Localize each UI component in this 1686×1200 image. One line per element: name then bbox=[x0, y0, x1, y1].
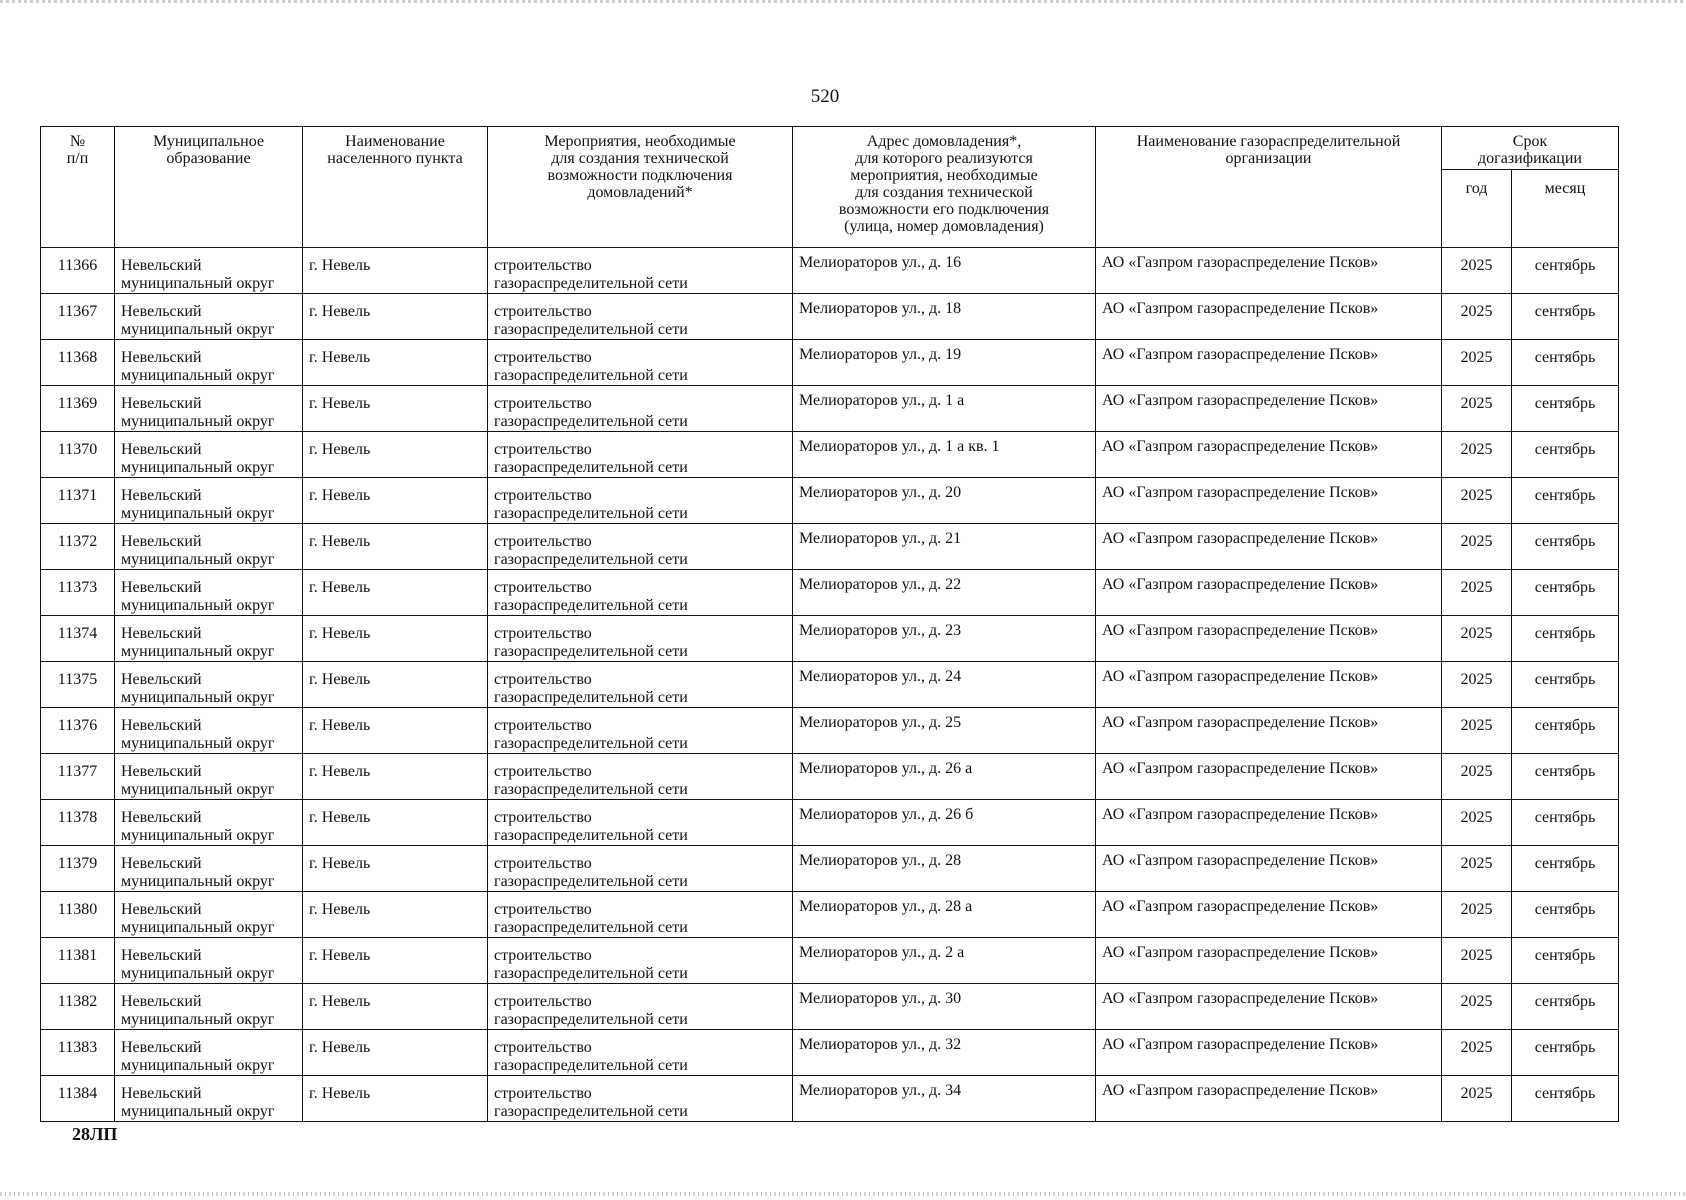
row-settlement: г. Невель bbox=[303, 294, 488, 340]
row-year: 2025 bbox=[1442, 570, 1512, 616]
row-address: Мелиораторов ул., д. 32 bbox=[793, 1030, 1096, 1076]
row-year: 2025 bbox=[1442, 1076, 1512, 1122]
row-number: 11371 bbox=[41, 478, 115, 524]
header-year: год bbox=[1442, 170, 1512, 248]
row-address: Мелиораторов ул., д. 26 б bbox=[793, 800, 1096, 846]
row-measure: строительство газораспределительной сети bbox=[488, 340, 793, 386]
row-year: 2025 bbox=[1442, 524, 1512, 570]
row-organization: АО «Газпром газораспределение Псков» bbox=[1096, 984, 1442, 1030]
row-municipality: Невельский муниципальный округ bbox=[115, 800, 303, 846]
row-measure: строительство газораспределительной сети bbox=[488, 570, 793, 616]
row-month: сентябрь bbox=[1512, 478, 1619, 524]
header-measures: Мероприятия, необходимые для создания технической возможности подключения домовладений* bbox=[488, 127, 793, 248]
row-number: 11370 bbox=[41, 432, 115, 478]
row-measure: строительство газораспределительной сети bbox=[488, 432, 793, 478]
table-row bbox=[41, 478, 1619, 524]
row-address: Мелиораторов ул., д. 28 а bbox=[793, 892, 1096, 938]
row-month: сентябрь bbox=[1512, 938, 1619, 984]
table-row bbox=[41, 616, 1619, 662]
row-organization: АО «Газпром газораспределение Псков» bbox=[1096, 616, 1442, 662]
row-settlement: г. Невель bbox=[303, 938, 488, 984]
row-year: 2025 bbox=[1442, 386, 1512, 432]
row-organization: АО «Газпром газораспределение Псков» bbox=[1096, 1076, 1442, 1122]
row-number: 11376 bbox=[41, 708, 115, 754]
row-settlement: г. Невель bbox=[303, 570, 488, 616]
row-municipality: Невельский муниципальный округ bbox=[115, 984, 303, 1030]
row-year: 2025 bbox=[1442, 1030, 1512, 1076]
table-row bbox=[41, 294, 1619, 340]
row-year: 2025 bbox=[1442, 294, 1512, 340]
table-row bbox=[41, 662, 1619, 708]
row-settlement: г. Невель bbox=[303, 754, 488, 800]
row-month: сентябрь bbox=[1512, 248, 1619, 294]
row-year: 2025 bbox=[1442, 846, 1512, 892]
row-month: сентябрь bbox=[1512, 294, 1619, 340]
row-address: Мелиораторов ул., д. 21 bbox=[793, 524, 1096, 570]
row-year: 2025 bbox=[1442, 938, 1512, 984]
row-month: сентябрь bbox=[1512, 754, 1619, 800]
row-organization: АО «Газпром газораспределение Псков» bbox=[1096, 248, 1442, 294]
row-month: сентябрь bbox=[1512, 616, 1619, 662]
row-municipality: Невельский муниципальный округ bbox=[115, 1030, 303, 1076]
table-row bbox=[41, 340, 1619, 386]
row-address: Мелиораторов ул., д. 22 bbox=[793, 570, 1096, 616]
row-measure: строительство газораспределительной сети bbox=[488, 708, 793, 754]
row-address: Мелиораторов ул., д. 26 а bbox=[793, 754, 1096, 800]
row-year: 2025 bbox=[1442, 662, 1512, 708]
table-row bbox=[41, 984, 1619, 1030]
row-municipality: Невельский муниципальный округ bbox=[115, 662, 303, 708]
row-organization: АО «Газпром газораспределение Псков» bbox=[1096, 432, 1442, 478]
table-body bbox=[41, 248, 1619, 1122]
row-measure: строительство газораспределительной сети bbox=[488, 1076, 793, 1122]
row-organization: АО «Газпром газораспределение Псков» bbox=[1096, 892, 1442, 938]
row-municipality: Невельский муниципальный округ bbox=[115, 754, 303, 800]
row-municipality: Невельский муниципальный округ bbox=[115, 938, 303, 984]
header-municipality: Муниципальное образование bbox=[115, 127, 303, 248]
row-year: 2025 bbox=[1442, 248, 1512, 294]
row-municipality: Невельский муниципальный округ bbox=[115, 570, 303, 616]
row-address: Мелиораторов ул., д. 1 а bbox=[793, 386, 1096, 432]
row-municipality: Невельский муниципальный округ bbox=[115, 616, 303, 662]
table-row bbox=[41, 386, 1619, 432]
row-month: сентябрь bbox=[1512, 662, 1619, 708]
row-month: сентябрь bbox=[1512, 984, 1619, 1030]
row-year: 2025 bbox=[1442, 892, 1512, 938]
sheet-code: 28ЛП bbox=[72, 1124, 118, 1144]
row-measure: строительство газораспределительной сети bbox=[488, 754, 793, 800]
row-measure: строительство газораспределительной сети bbox=[488, 478, 793, 524]
row-year: 2025 bbox=[1442, 754, 1512, 800]
row-settlement: г. Невель bbox=[303, 1030, 488, 1076]
row-measure: строительство газораспределительной сети bbox=[488, 938, 793, 984]
row-year: 2025 bbox=[1442, 800, 1512, 846]
gasification-table bbox=[40, 126, 1619, 1122]
header-address: Адрес домовладения*, для которого реализуются мероприятия, необходимые для создания технической возможности его подключения (улица, номер домовладения) bbox=[793, 127, 1096, 248]
row-organization: АО «Газпром газораспределение Псков» bbox=[1096, 478, 1442, 524]
row-number: 11377 bbox=[41, 754, 115, 800]
row-settlement: г. Невель bbox=[303, 800, 488, 846]
header-settlement: Наименование населенного пункта bbox=[303, 127, 488, 248]
row-address: Мелиораторов ул., д. 23 bbox=[793, 616, 1096, 662]
row-number: 11382 bbox=[41, 984, 115, 1030]
row-measure: строительство газораспределительной сети bbox=[488, 984, 793, 1030]
row-number: 11384 bbox=[41, 1076, 115, 1122]
row-year: 2025 bbox=[1442, 340, 1512, 386]
row-measure: строительство газораспределительной сети bbox=[488, 1030, 793, 1076]
table-row bbox=[41, 524, 1619, 570]
row-number: 11375 bbox=[41, 662, 115, 708]
header-deadline: Срок догазификации bbox=[1442, 127, 1619, 170]
row-address: Мелиораторов ул., д. 30 bbox=[793, 984, 1096, 1030]
row-address: Мелиораторов ул., д. 1 а кв. 1 bbox=[793, 432, 1096, 478]
row-organization: АО «Газпром газораспределение Псков» bbox=[1096, 386, 1442, 432]
row-municipality: Невельский муниципальный округ bbox=[115, 846, 303, 892]
row-municipality: Невельский муниципальный округ bbox=[115, 248, 303, 294]
row-number: 11380 bbox=[41, 892, 115, 938]
row-municipality: Невельский муниципальный округ bbox=[115, 524, 303, 570]
row-settlement: г. Невель bbox=[303, 984, 488, 1030]
row-settlement: г. Невель bbox=[303, 340, 488, 386]
row-address: Мелиораторов ул., д. 20 bbox=[793, 478, 1096, 524]
row-address: Мелиораторов ул., д. 19 bbox=[793, 340, 1096, 386]
row-municipality: Невельский муниципальный округ bbox=[115, 432, 303, 478]
row-year: 2025 bbox=[1442, 478, 1512, 524]
row-settlement: г. Невель bbox=[303, 846, 488, 892]
row-number: 11381 bbox=[41, 938, 115, 984]
row-municipality: Невельский муниципальный округ bbox=[115, 708, 303, 754]
row-municipality: Невельский муниципальный округ bbox=[115, 892, 303, 938]
row-settlement: г. Невель bbox=[303, 662, 488, 708]
row-organization: АО «Газпром газораспределение Псков» bbox=[1096, 938, 1442, 984]
row-settlement: г. Невель bbox=[303, 708, 488, 754]
row-municipality: Невельский муниципальный округ bbox=[115, 1076, 303, 1122]
scan-edge-bottom bbox=[0, 1192, 1686, 1196]
row-organization: АО «Газпром газораспределение Псков» bbox=[1096, 570, 1442, 616]
row-measure: строительство газораспределительной сети bbox=[488, 248, 793, 294]
scan-edge-top bbox=[0, 0, 1686, 3]
row-year: 2025 bbox=[1442, 616, 1512, 662]
row-address: Мелиораторов ул., д. 25 bbox=[793, 708, 1096, 754]
row-month: сентябрь bbox=[1512, 524, 1619, 570]
row-month: сентябрь bbox=[1512, 708, 1619, 754]
row-municipality: Невельский муниципальный округ bbox=[115, 340, 303, 386]
table-row bbox=[41, 570, 1619, 616]
row-number: 11372 bbox=[41, 524, 115, 570]
row-measure: строительство газораспределительной сети bbox=[488, 616, 793, 662]
row-address: Мелиораторов ул., д. 16 bbox=[793, 248, 1096, 294]
table-row bbox=[41, 800, 1619, 846]
row-settlement: г. Невель bbox=[303, 892, 488, 938]
row-month: сентябрь bbox=[1512, 386, 1619, 432]
row-number: 11367 bbox=[41, 294, 115, 340]
row-measure: строительство газораспределительной сети bbox=[488, 800, 793, 846]
row-settlement: г. Невель bbox=[303, 1076, 488, 1122]
row-month: сентябрь bbox=[1512, 340, 1619, 386]
row-month: сентябрь bbox=[1512, 846, 1619, 892]
row-address: Мелиораторов ул., д. 2 а bbox=[793, 938, 1096, 984]
row-measure: строительство газораспределительной сети bbox=[488, 892, 793, 938]
table-row bbox=[41, 1076, 1619, 1122]
row-month: сентябрь bbox=[1512, 1030, 1619, 1076]
row-organization: АО «Газпром газораспределение Псков» bbox=[1096, 340, 1442, 386]
row-organization: АО «Газпром газораспределение Псков» bbox=[1096, 1030, 1442, 1076]
row-measure: строительство газораспределительной сети bbox=[488, 386, 793, 432]
row-measure: строительство газораспределительной сети bbox=[488, 524, 793, 570]
header-num: № п/п bbox=[41, 127, 115, 248]
row-measure: строительство газораспределительной сети bbox=[488, 846, 793, 892]
row-number: 11379 bbox=[41, 846, 115, 892]
table-row bbox=[41, 432, 1619, 478]
row-address: Мелиораторов ул., д. 28 bbox=[793, 846, 1096, 892]
row-number: 11374 bbox=[41, 616, 115, 662]
page-number: 520 bbox=[810, 86, 840, 107]
row-municipality: Невельский муниципальный округ bbox=[115, 386, 303, 432]
row-municipality: Невельский муниципальный округ bbox=[115, 478, 303, 524]
row-settlement: г. Невель bbox=[303, 248, 488, 294]
table-row bbox=[41, 1030, 1619, 1076]
row-address: Мелиораторов ул., д. 18 bbox=[793, 294, 1096, 340]
table-row bbox=[41, 846, 1619, 892]
row-number: 11366 bbox=[41, 248, 115, 294]
row-number: 11369 bbox=[41, 386, 115, 432]
row-settlement: г. Невель bbox=[303, 432, 488, 478]
row-number: 11383 bbox=[41, 1030, 115, 1076]
row-month: сентябрь bbox=[1512, 892, 1619, 938]
row-organization: АО «Газпром газораспределение Псков» bbox=[1096, 708, 1442, 754]
row-organization: АО «Газпром газораспределение Псков» bbox=[1096, 294, 1442, 340]
row-settlement: г. Невель bbox=[303, 478, 488, 524]
header-organization: Наименование газораспределительной организации bbox=[1096, 127, 1442, 248]
row-settlement: г. Невель bbox=[303, 616, 488, 662]
table-row bbox=[41, 708, 1619, 754]
row-organization: АО «Газпром газораспределение Псков» bbox=[1096, 754, 1442, 800]
row-settlement: г. Невель bbox=[303, 524, 488, 570]
row-year: 2025 bbox=[1442, 708, 1512, 754]
row-month: сентябрь bbox=[1512, 1076, 1619, 1122]
header-month: месяц bbox=[1512, 170, 1619, 248]
row-settlement: г. Невель bbox=[303, 386, 488, 432]
row-organization: АО «Газпром газораспределение Псков» bbox=[1096, 800, 1442, 846]
row-year: 2025 bbox=[1442, 984, 1512, 1030]
row-number: 11378 bbox=[41, 800, 115, 846]
table-row bbox=[41, 248, 1619, 294]
row-address: Мелиораторов ул., д. 24 bbox=[793, 662, 1096, 708]
table-row bbox=[41, 892, 1619, 938]
row-month: сентябрь bbox=[1512, 800, 1619, 846]
row-measure: строительство газораспределительной сети bbox=[488, 662, 793, 708]
row-municipality: Невельский муниципальный округ bbox=[115, 294, 303, 340]
row-number: 11373 bbox=[41, 570, 115, 616]
row-year: 2025 bbox=[1442, 432, 1512, 478]
row-organization: АО «Газпром газораспределение Псков» bbox=[1096, 662, 1442, 708]
table-row bbox=[41, 938, 1619, 984]
row-number: 11368 bbox=[41, 340, 115, 386]
table-row bbox=[41, 754, 1619, 800]
row-organization: АО «Газпром газораспределение Псков» bbox=[1096, 524, 1442, 570]
row-measure: строительство газораспределительной сети bbox=[488, 294, 793, 340]
row-month: сентябрь bbox=[1512, 432, 1619, 478]
row-month: сентябрь bbox=[1512, 570, 1619, 616]
row-address: Мелиораторов ул., д. 34 bbox=[793, 1076, 1096, 1122]
row-organization: АО «Газпром газораспределение Псков» bbox=[1096, 846, 1442, 892]
